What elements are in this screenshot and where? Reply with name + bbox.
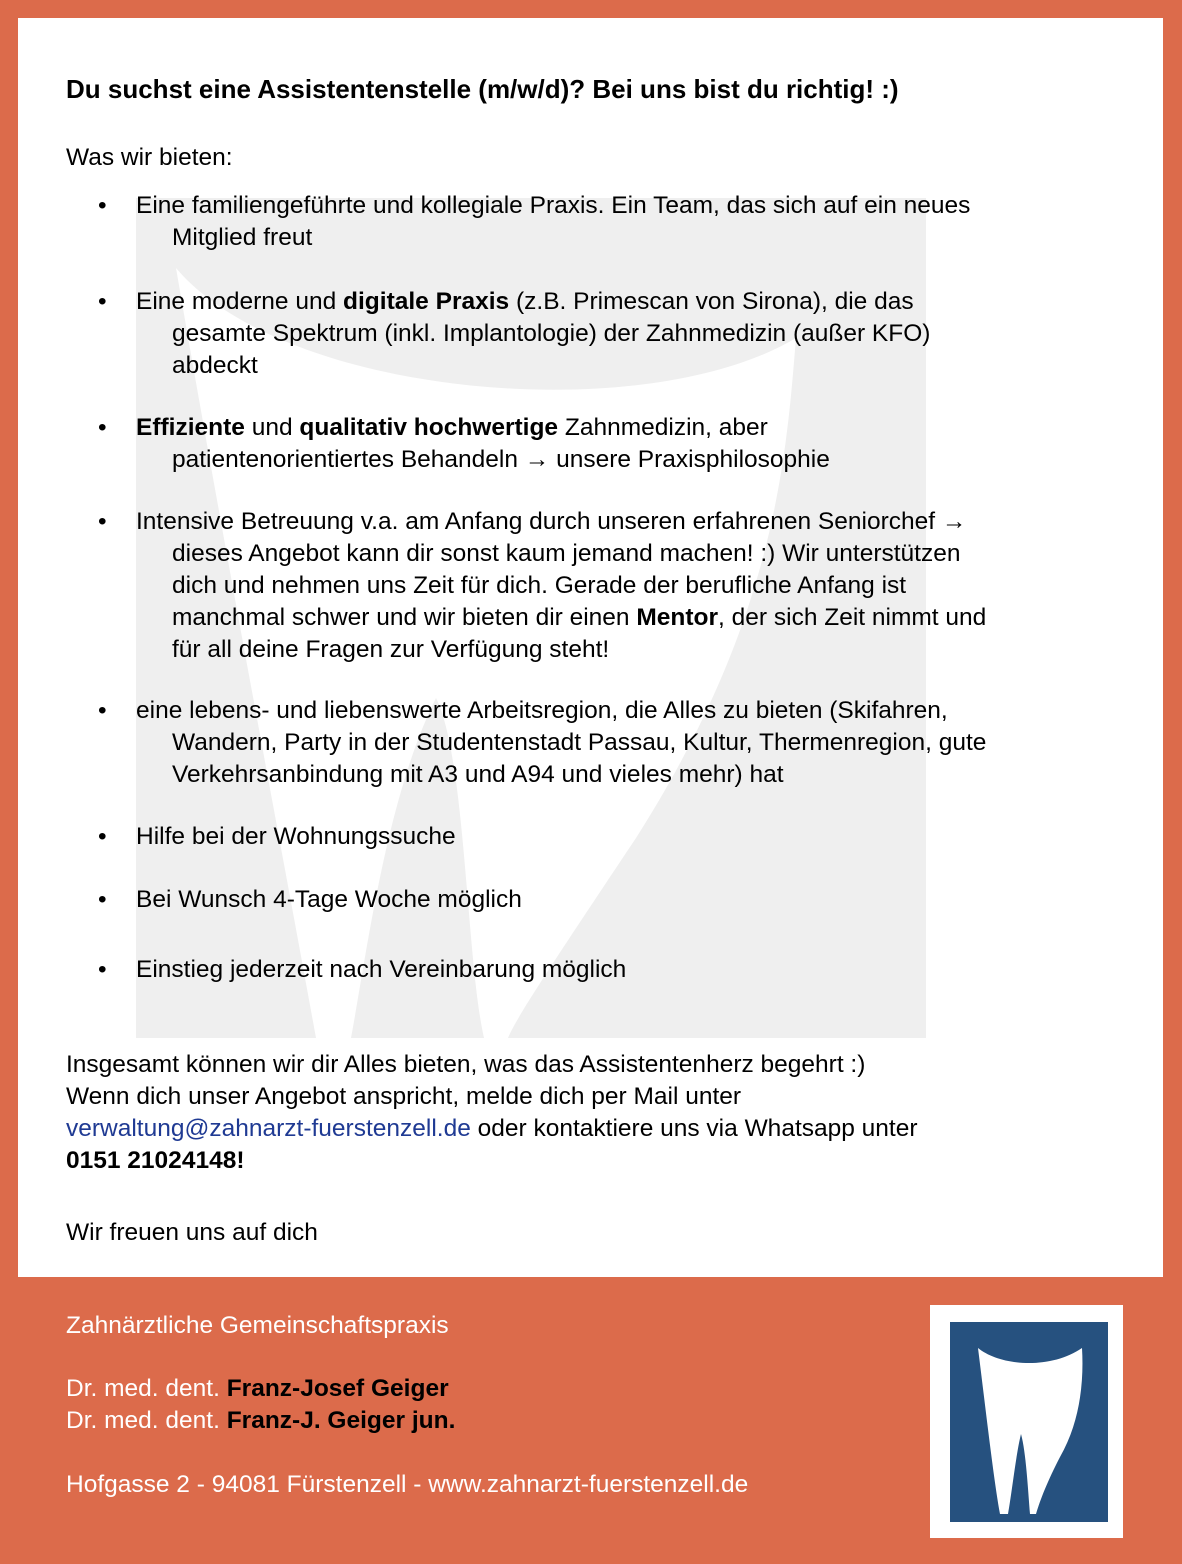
closing-line: Wenn dich unser Angebot anspricht, melde dich per Mail unter [66, 1083, 742, 1110]
doctor-name: Franz-J. Geiger jun. [226, 1407, 456, 1434]
offer-text: dich und nehmen uns Zeit für dich. Gerade der berufliche Anfang ist [172, 572, 907, 599]
offer-highlight: digitale Praxis [343, 288, 510, 315]
offer-text: Mitglied freut [172, 224, 313, 251]
offer-text: eine lebens- und liebenswerte Arbeitsregion, die Alles zu bieten (Skifahren, [136, 697, 948, 724]
offer-text: Intensive Betreuung v.a. am Anfang durch unseren erfahrenen Seniorchef → [136, 508, 967, 535]
bullet: • [98, 886, 107, 913]
doctor-title: Dr. med. dent. [66, 1407, 227, 1434]
page-title: Du suchst eine Assistentenstelle (m/w/d)? Bei uns bist du richtig! :) [66, 74, 899, 104]
offer-highlight: qualitativ hochwertige [299, 414, 559, 441]
offer-highlight: Effiziente [136, 414, 245, 441]
flyer-card [18, 18, 1163, 1277]
offer-text: Verkehrsanbindung mit A3 und A94 und vieles mehr) hat [172, 761, 784, 788]
offer-highlight: Mentor [636, 604, 719, 631]
bullet: • [98, 697, 107, 724]
doctor-title: Dr. med. dent. [66, 1375, 227, 1402]
farewell: Wir freuen uns auf dich [66, 1219, 318, 1246]
bullet: • [98, 956, 107, 983]
offers-intro: Was wir bieten: [66, 144, 233, 171]
doctor-entry [66, 1405, 455, 1437]
offer-text: Eine moderne und [136, 288, 344, 315]
offer-text: Einstieg jederzeit nach Vereinbarung möglich [136, 956, 627, 983]
bullet: • [98, 508, 107, 535]
offer-text: Eine familiengeführte und kollegiale Praxis. Ein Team, das sich auf ein neues [136, 192, 971, 219]
offer-text: für all deine Fragen zur Verfügung steht! [172, 636, 610, 663]
logo-background [950, 1322, 1108, 1522]
tooth-logo-icon [950, 1322, 1108, 1522]
bullet: • [98, 192, 107, 219]
offer-text: , der sich Zeit nimmt und [718, 604, 987, 631]
bullet: • [98, 288, 107, 315]
offer-text: patientenorientiertes Behandeln → unsere Praxisphilosophie [172, 446, 830, 473]
offer-text: gesamte Spektrum (inkl. Implantologie) der Zahnmedizin (außer KFO) [172, 320, 931, 347]
offer-text: dieses Angebot kann dir sonst kaum jemand machen! :) Wir unterstützen [172, 540, 961, 567]
offer-text: Bei Wunsch 4-Tage Woche möglich [136, 886, 522, 913]
practice-name: Zahnärztliche Gemeinschaftspraxis [66, 1312, 449, 1339]
closing-line: Insgesamt können wir dir Alles bieten, was das Assistentenherz begehrt :) [66, 1051, 866, 1078]
offer-text: Hilfe bei der Wohnungssuche [136, 823, 456, 850]
address-line: Hofgasse 2 - 94081 Fürstenzell - www.zahnarzt-fuerstenzell.de [66, 1471, 749, 1498]
logo [930, 1305, 1123, 1538]
offer-text: (z.B. Primescan von Sirona), die das [509, 288, 914, 315]
offer-text: und [244, 414, 300, 441]
closing-paragraph [66, 1049, 1126, 1177]
doctor-name: Franz-Josef Geiger [226, 1375, 449, 1402]
offer-text: abdeckt [172, 352, 258, 379]
bullet: • [98, 823, 107, 850]
bullet: • [98, 414, 107, 441]
offer-text: Zahnmedizin, aber [558, 414, 768, 441]
closing-line: oder kontaktiere uns via Whatsapp unter [470, 1115, 918, 1142]
doctor-entry [66, 1373, 455, 1405]
phone-number: 0151 21024148! [66, 1147, 245, 1174]
offer-text: manchmal schwer und wir bieten dir einen [172, 604, 637, 631]
doctor-list [66, 1373, 455, 1437]
offer-text: Wandern, Party in der Studentenstadt Passau, Kultur, Thermenregion, gute [172, 729, 987, 756]
email-link[interactable]: verwaltung@zahnarzt-fuerstenzell.de [66, 1115, 471, 1142]
